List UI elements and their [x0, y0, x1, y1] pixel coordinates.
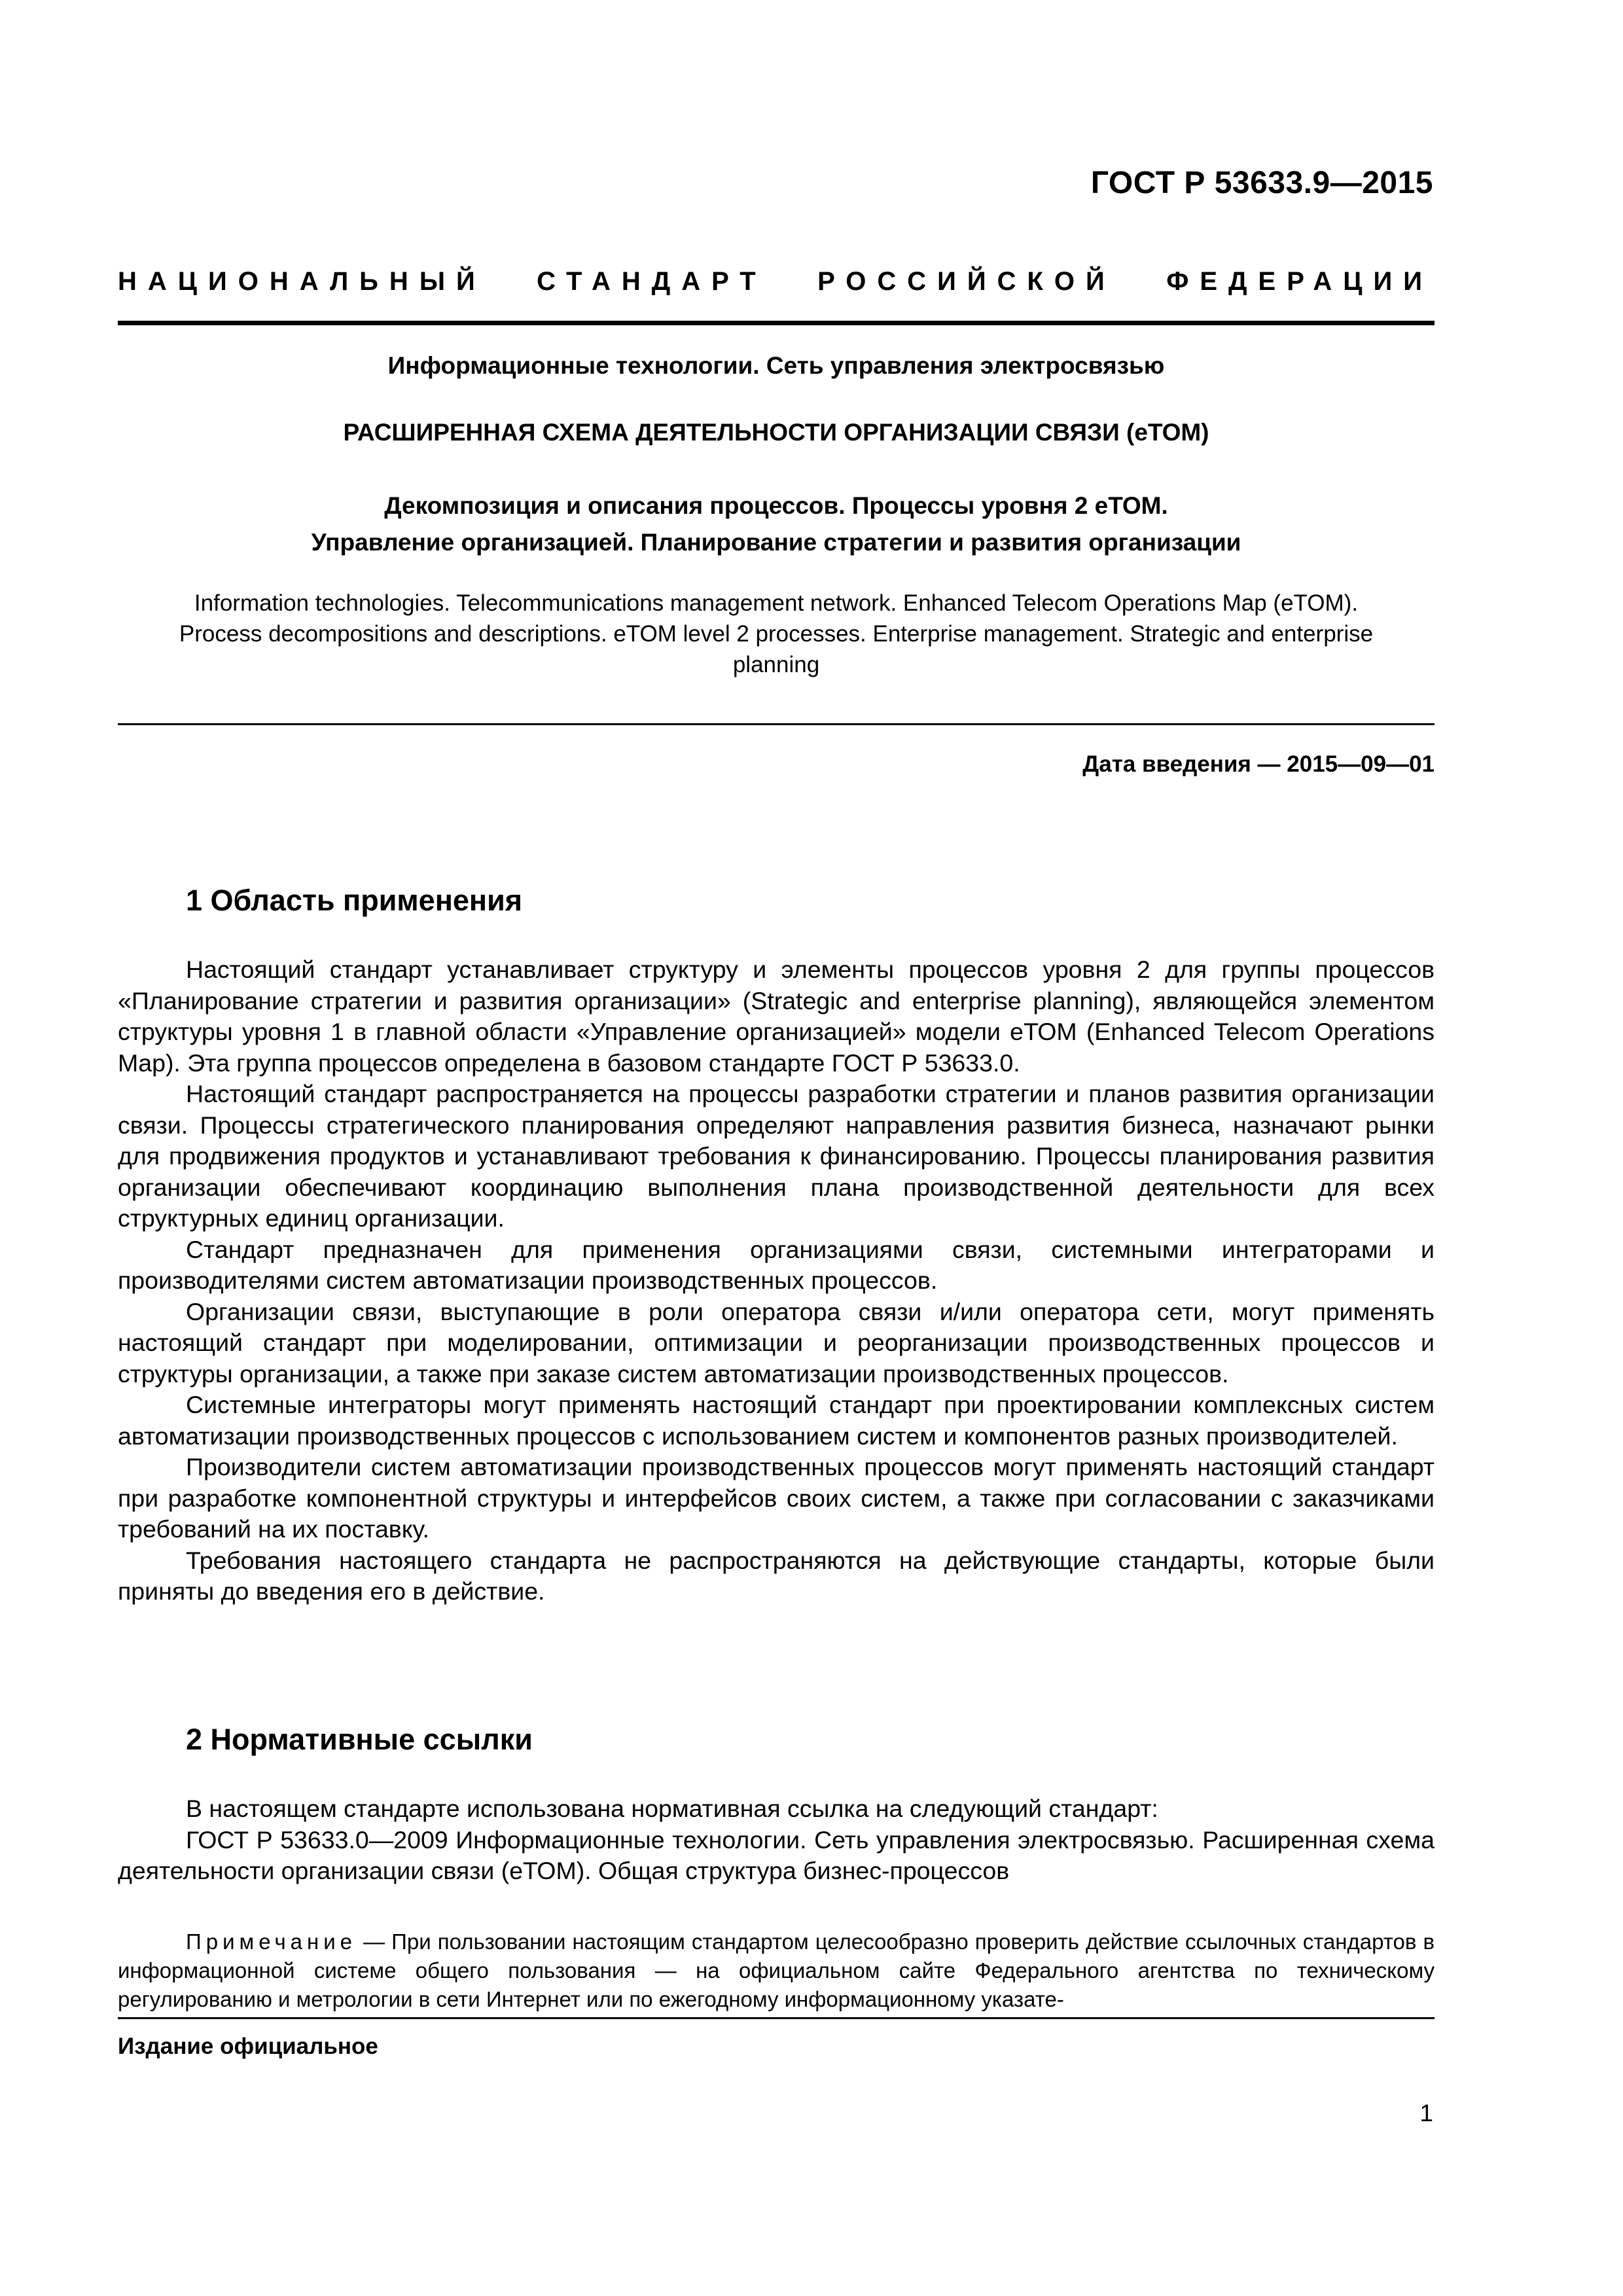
banner-word: ФЕДЕРАЦИИ: [1166, 267, 1433, 296]
english-title-line: Process decompositions and descriptions. eTOM level 2 processes. Enterprise management. Strategic and enterprise: [179, 621, 1374, 647]
title-divider: [118, 723, 1435, 725]
banner-word: РОССИЙСКОЙ: [817, 267, 1116, 296]
page-number: 1: [1419, 2100, 1433, 2126]
introduction-date: Дата введения — 2015—09—01: [1082, 751, 1435, 777]
title-line-3b: Управление организацией. Планирование стратегии и развития организации: [311, 529, 1241, 556]
paragraph: В настоящем стандарте использована нормативная ссылка на следующий стандарт:: [186, 1795, 1158, 1822]
title-line-1: Информационные технологии. Сеть управления электросвязью: [387, 352, 1165, 379]
english-title: [118, 588, 1435, 680]
note: [118, 1928, 1435, 2014]
document-number: ГОСТ Р 53633.9—2015: [1090, 166, 1433, 200]
paragraph: Организации связи, выступающие в роли оператора связи и/или оператора сети, могут применять настоящий стандарт при моделировании, оптимизации и реорганизации производственных процессов и структуры организации, а также при заказе систем автоматизации производственных процессов.: [118, 1297, 1435, 1388]
section-1-body: [118, 954, 1435, 1607]
english-title-line: Information technologies. Telecommunications management network. Enhanced Telecom Operations Map (eTOM).: [194, 590, 1359, 616]
paragraph: Производители систем автоматизации производственных процессов могут применять настоящий стандарт при разработке компонентной структуры и интерфейсов своих систем, а также при согласовании с заказчиками требований на их поставку.: [118, 1453, 1435, 1543]
header-divider: [118, 321, 1435, 325]
edition-label: Издание официальное: [118, 2034, 378, 2059]
title-line-3: [118, 488, 1435, 561]
banner-word: НАЦИОНАЛЬНЫЙ: [118, 267, 486, 296]
section-2-heading: 2 Нормативные ссылки: [186, 1723, 533, 1756]
note-label: Примечание: [186, 1929, 357, 1954]
footer-divider: [118, 2017, 1435, 2019]
section-2-body: [118, 1793, 1435, 1887]
paragraph: Настоящий стандарт распространяется на процессы разработки стратегии и планов развития организации связи. Процессы стратегического планирования определяют направления развития бизнеса, назначают рынки для продвижения продуктов и устанавливают требования к финансированию. Процессы планирования развития организации обеспечивают координацию выполнения плана производственной деятельности для всех структурных единиц организации.: [118, 1080, 1435, 1232]
note-paragraph: [118, 1928, 1435, 2014]
paragraph: Стандарт предназначен для применения организациями связи, системными интеграторами и производителями систем автоматизации производственных процессов.: [118, 1235, 1435, 1294]
reference-item: ГОСТ Р 53633.0—2009 Информационные технологии. Сеть управления электросвязью. Расширенная схема деятельности организации связи (еТОМ). Общая структура бизнес-процессов: [118, 1825, 1435, 1884]
english-title-line: planning: [732, 652, 820, 677]
section-1-heading: 1 Область применения: [186, 884, 523, 917]
banner-word: СТАНДАРТ: [537, 267, 767, 296]
paragraph: Настоящий стандарт устанавливает структуру и элементы процессов уровня 2 для группы процессов «Планирование стратегии и развития организации» (Strategic and enterprise planning), являющейся элементом структуры уровня 1 в главной области «Управление организацией» модели еТОМ (Enhanced Telecom Operations Map). Эта группа процессов определена в базовом стандарте ГОСТ Р 53633.0.: [118, 956, 1435, 1077]
title-line-3a: Декомпозиция и описания процессов. Процессы уровня 2 еТОМ.: [384, 492, 1168, 519]
title-line-2: РАСШИРЕННАЯ СХЕМА ДЕЯТЕЛЬНОСТИ ОРГАНИЗАЦИИ СВЯЗИ (еТОМ): [343, 419, 1209, 446]
paragraph: Требования настоящего стандарта не распространяются на действующие стандарты, которые были приняты до введения его в действие.: [118, 1546, 1435, 1605]
note-text: — При пользовании настоящим стандартом целесообразно проверить действие ссылочных стандартов в информационной системе общего пользования — на официальном сайте Федерального агентства по техническому регулированию и метрологии в сети Интернет или по ежегодному информационному указате-: [118, 1929, 1435, 2011]
paragraph: Системные интеграторы могут применять настоящий стандарт при проектировании комплексных систем автоматизации производственных процессов с использованием систем и компонентов разных производителей.: [118, 1391, 1435, 1450]
national-standard-banner: [118, 267, 1433, 296]
